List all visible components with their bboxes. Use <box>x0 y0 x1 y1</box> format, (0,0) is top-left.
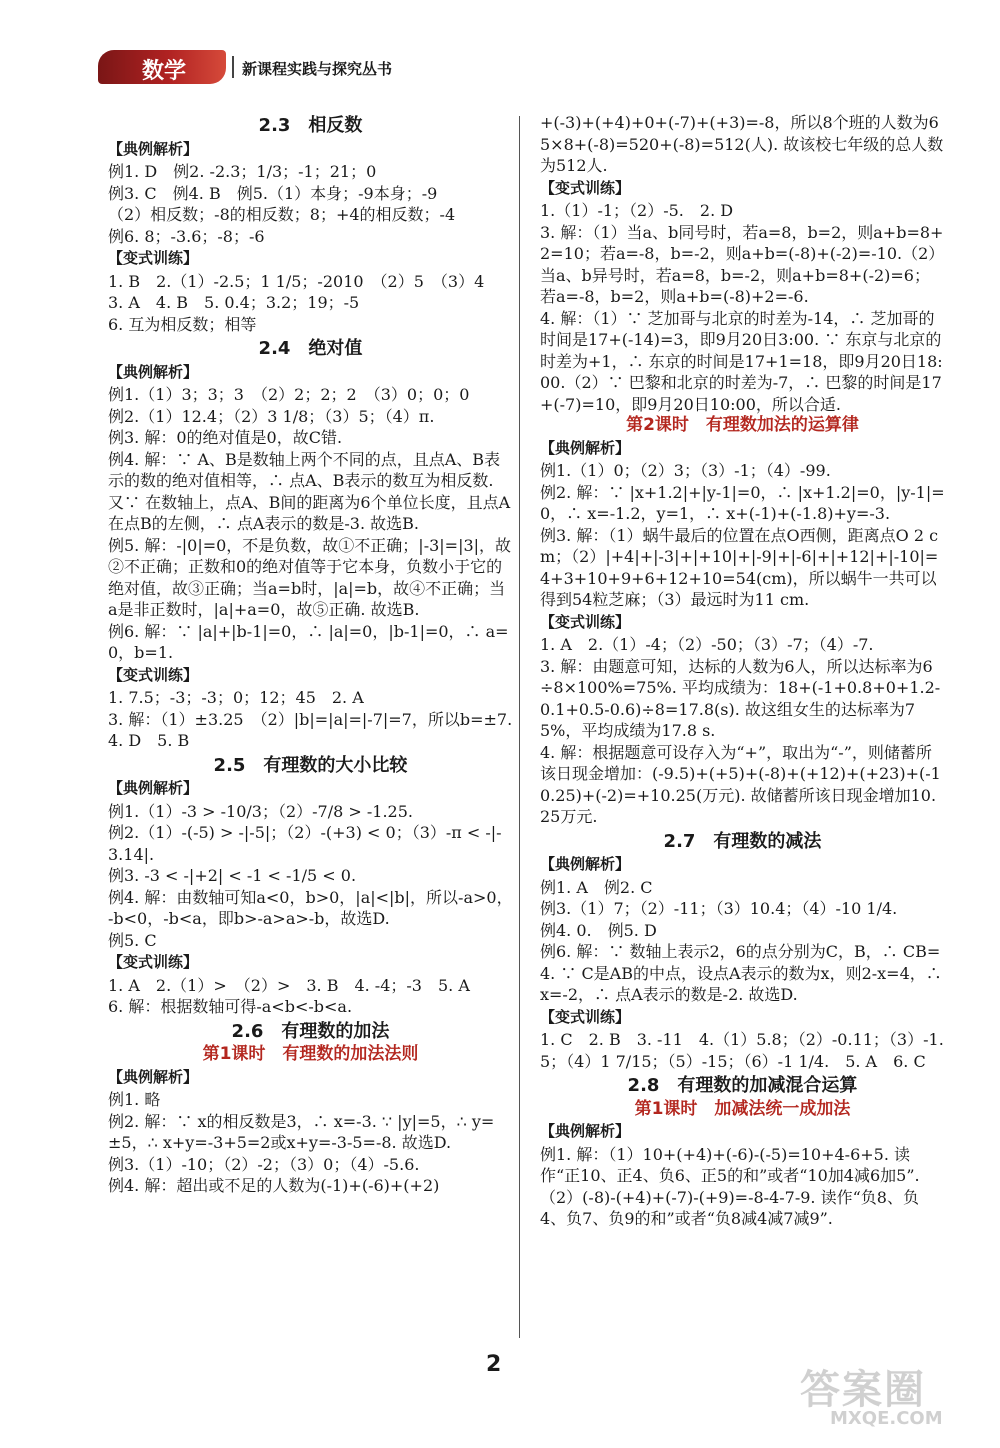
series-title: 新课程实践与探究丛书 <box>242 60 393 78</box>
answer-line: 例1. D 例2. -2.3；1/3；-1；21；0 <box>108 162 377 181</box>
answer-line: 例3.（1）-10；（2）-2；（3）0；（4）-5.6. <box>108 1154 420 1174</box>
subsection-label: 【变式训练】 <box>540 612 631 631</box>
answer-line: 例6. 8；-3.6；-8；-6 <box>108 226 265 246</box>
section-heading: 2.8 有理数的加减混合运算 <box>627 1075 858 1096</box>
header-divider <box>232 56 234 78</box>
lesson-heading: 第1课时 有理数的加法法则 <box>202 1044 419 1064</box>
section-heading: 2.6 有理数的加法 <box>231 1020 390 1042</box>
answer-line: 例4. 解：∵ A、B是数轴上两个不同的点，且点A、B表示的数的绝对值相等，∴ 点A、B表示的数互为相反数. 又∵ 在数轴上，点A、B间的距离为6个单位长度，且点A在点B的左侧，∴ 点A表示的数是-3. 故选B. <box>108 449 511 533</box>
subsection-label: 【变式训练】 <box>108 249 199 267</box>
subsection-label: 【变式训练】 <box>108 665 199 684</box>
answer-line: 1. 7.5；-3；-3；0；12；45 2. A <box>108 688 364 707</box>
answer-line: 1. A 2.（1）> （2）> 3. B 4. -4；-3 5. A <box>108 975 470 995</box>
subsection-label: 【典例解析】 <box>540 438 631 457</box>
subsection-label: 【变式训练】 <box>108 953 199 971</box>
section-heading: 2.4 绝对值 <box>258 338 363 359</box>
answer-line: 例2. 解：∵ |x+1.2|+|y-1|=0，∴ |x+1.2|=0，|y-1|=0，∴ x=-1.2，y=1，∴ x+(-1)+(-1.8)+y=-3. <box>540 482 945 523</box>
answer-line: 例1. A 例2. C <box>540 877 653 897</box>
page-number: 2 <box>486 1352 502 1377</box>
answer-line: （2）相反数；-8的相反数；8；+4的相反数；-4 <box>108 205 456 224</box>
answer-line: 例1. 略 <box>108 1090 161 1109</box>
answer-line: 例1.（1）3；3；3 （2）2；2；2 （3）0；0；0 <box>108 385 470 404</box>
answer-line: 4. D 5. B <box>108 731 190 750</box>
answer-line: 例2.（1）-(-5) > -|-5|；（2）-(+3) < 0；（3）-π < -|-3.14|. <box>108 823 502 864</box>
answer-line: 例2.（1）12.4；（2）3 1/8；（3）5；（4）π. <box>108 406 435 426</box>
right-column <box>540 112 945 1230</box>
subsection-label: 【典例解析】 <box>108 362 199 381</box>
answer-line: 3. 解：由题意可知，达标的人数为6人，所以达标率为6÷8×100%=75%. 平均成绩为：18+(-1+0.8+0+1.2-0.1+0.5-0.6)÷8=17.8(s). 故这组女生的达标率为75%，平均成绩为17.8 s. <box>540 656 941 740</box>
answer-line: 例1.（1）0；（2）3；（3）-1；（4）-99. <box>540 461 831 480</box>
answer-line: 3. A 4. B 5. 0.4；3.2；19；-5 <box>108 293 360 312</box>
answer-line: 例4. 解：由数轴可知a<0，b>0，|a|<|b|，所以-a>0，-b<0，-b<a，即b>-a>a>-b，故选D. <box>108 887 513 928</box>
answer-line: 例2. 解：∵ x的相反数是3，∴ x=-3. ∵ |y|=5，∴ y=±5，∴ x+y=-3+5=2或x+y=-3-5=-8. 故选D. <box>108 1111 495 1152</box>
watermark-text: 答案圈 <box>800 1367 926 1413</box>
answer-line: 例1. 解：（1）10+(+4)+(-6)-(-5)=10+4-6+5. 读作“正10、正4、负6、正5的和”或者“10加4减6加5”. （2）(-8)-(+4)+(-7)-(+9)=-8-4-7-9. 读作“负8、负4、负7、负9的和”或者“负8减4减7减9”. <box>540 1144 936 1228</box>
watermark <box>800 1358 970 1428</box>
answer-line: 例3. 解：0的绝对值是0，故C错. <box>108 428 343 447</box>
subsection-label: 【变式训练】 <box>540 178 631 197</box>
answer-line: 例3. -3 < -|+2| < -1 < -1/5 < 0. <box>108 866 357 885</box>
section-heading: 2.3 相反数 <box>258 115 363 136</box>
answer-line: 4. 解：（1）∵ 芝加哥与北京的时差为-14，∴ 芝加哥的时间是17+(-14)=3，即9月20日3:00. ∵ 东京与北京的时差为+1，∴ 东京的时间是17+1=18，即9月20日18:00.（2）∵ 巴黎和北京的时差为-7，∴ 巴黎的时间是17+(-7)=10，即9月20日10:00，所以合适. <box>540 308 943 414</box>
section-heading: 2.5 有理数的大小比较 <box>213 754 408 776</box>
lesson-heading: 第1课时 加减法统一成加法 <box>634 1098 851 1119</box>
page-header <box>98 50 418 86</box>
answer-line: 例5. C <box>108 930 157 950</box>
answer-line: 例3. C 例4. B 例5.（1）本身；-9本身；-9 <box>108 183 438 203</box>
answer-line: 3. 解：（1）当a、b同号时，若a=8，b=2，则a+b=8+2=10；若a=-8，b=-2，则a+b=(-8)+(-2)=-10.（2）当a、b异号时，若a=8，b=-2，则a+b=8+(-2)=6；若a=-8，b=2，则a+b=(-8)+2=-6. <box>540 222 945 306</box>
answer-line: 例5. 解：-|0|=0，不是负数，故①不正确；|-3|=|3|，故②不正确；正数和0的绝对值等于它本身，负数小于它的绝对值，故③正确；当a=b时，|a|=b，故④不正确；当a是非正数时，|a|+a=0，故⑤正确. 故选B. <box>108 535 512 619</box>
watermark-url: MXQE.COM <box>830 1408 943 1429</box>
answer-line: 例3. 解：（1）蜗牛最后的位置在点O西侧，距离点O 2 cm；（2）|+4|+|-3|+|+10|+|-9|+|-6|+|+12|+|-10|=4+3+10+9+6+12+10=54(cm)，所以蜗牛一共可以得到54粒芝麻；（3）最远时为11 cm. <box>540 525 939 609</box>
subsection-label: 【典例解析】 <box>540 1122 631 1140</box>
subsection-label: 【典例解析】 <box>108 779 199 797</box>
answer-line: +(-3)+(+4)+0+(-7)+(+3)=-8，所以8个班的人数为65×8+(-8)=520+(-8)=512(人). 故该校七年级的总人数为512人. <box>540 113 944 175</box>
answer-line: 6. 互为相反数；相等 <box>108 314 257 334</box>
left-column <box>108 112 513 1197</box>
answer-line: 例6. 解：∵ 数轴上表示2，6的点分别为C，B，∴ CB=4. ∵ C是AB的中点，设点A表示的数为x，则2-x=4，∴ x=-2，∴ 点A表示的数是-2. 故选D. <box>540 942 942 1004</box>
subject-badge <box>98 50 226 84</box>
subsection-label: 【典例解析】 <box>540 855 631 873</box>
answer-line: 例4. 0. 例5. D <box>540 920 657 940</box>
section-heading: 2.7 有理数的减法 <box>663 830 822 852</box>
answer-line: 例3.（1）7；（2）-11；（3）10.4；（4）-10 1/4. <box>540 899 898 918</box>
answer-line: 1. A 2.（1）-4；（2）-50；（3）-7；（4）-7. <box>540 635 874 654</box>
lesson-heading: 第2课时 有理数加法的运算律 <box>626 415 859 435</box>
subsection-label: 【变式训练】 <box>540 1007 631 1026</box>
answer-line: 4. 解：根据题意可设存入为“+”，取出为“-”，则储蓄所该日现金增加：(-9.5)+(+5)+(-8)+(+12)+(+23)+(-10.25)+(-2)=+10.25(万元). 故储蓄所该日现金增加10.25万元. <box>540 742 941 826</box>
answer-line: 1. B 2.（1）-2.5；1 1/5；-2010 （2）5 （3）4 <box>108 271 485 291</box>
answer-line: 6. 解：根据数轴可得-a<b<-b<a. <box>108 997 353 1016</box>
subsection-label: 【典例解析】 <box>108 139 199 158</box>
answer-line: 例4. 解：超出或不足的人数为(-1)+(-6)+(+2) <box>108 1176 440 1195</box>
subsection-label: 【典例解析】 <box>108 1067 199 1086</box>
column-divider <box>519 116 520 1338</box>
answer-line: 例1.（1）-3 > -10/3；（2）-7/8 > -1.25. <box>108 801 413 821</box>
answer-line: 3. 解：（1）±3.25 （2）|b|=|a|=|-7|=7，所以b=±7. <box>108 709 513 729</box>
answer-line: 1.（1）-1；（2）-5. 2. D <box>540 201 734 220</box>
answer-line: 1. C 2. B 3. -11 4.（1）5.8；（2）-0.11；（3）-1.5；（4）1 7/15；（5）-15；（6）-1 1/4. 5. A 6. C <box>540 1030 944 1071</box>
answer-line: 例6. 解：∵ |a|+|b-1|=0，∴ |a|=0，|b-1|=0，∴ a=0，b=1. <box>108 621 509 662</box>
subject-label: 数学 <box>142 59 187 84</box>
